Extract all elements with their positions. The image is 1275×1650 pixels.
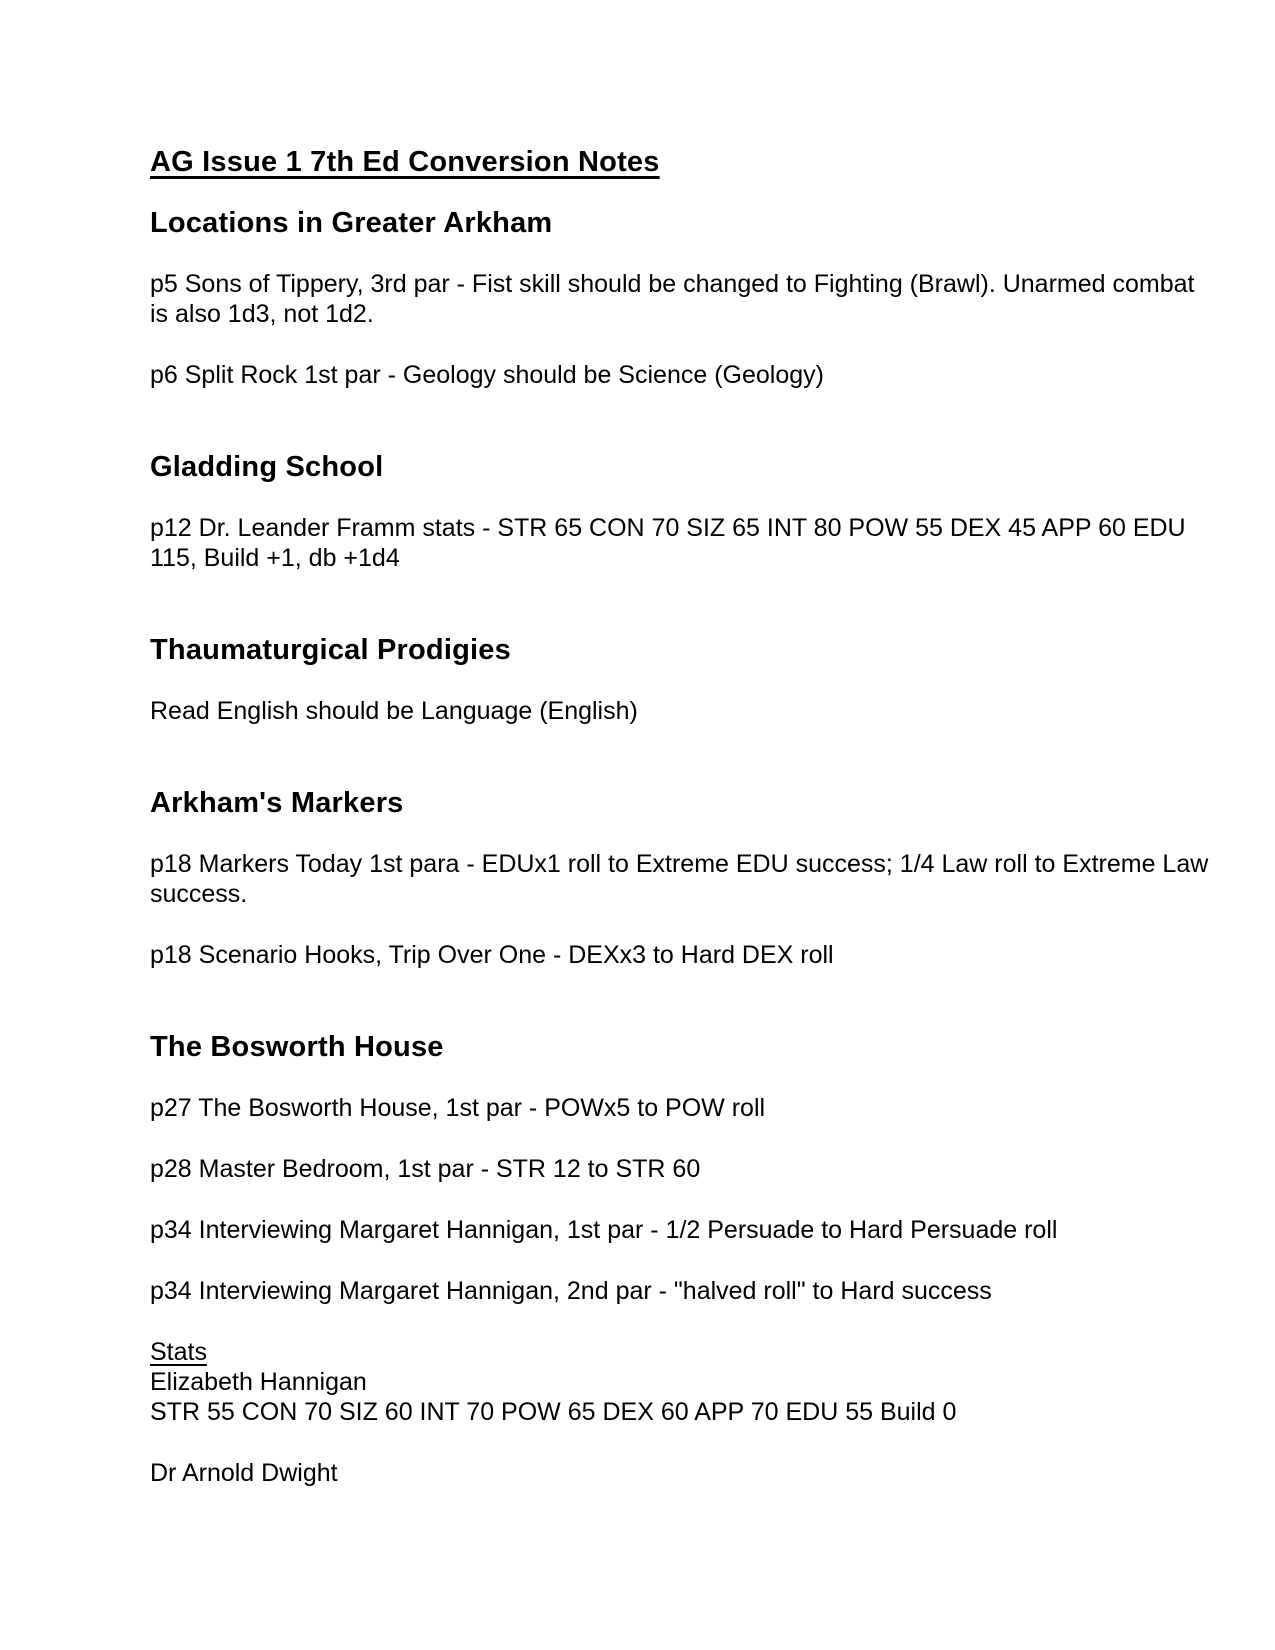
text-line: p34 Interviewing Margaret Hannigan, 2nd par - "halved roll" to Hard success (150, 1277, 992, 1305)
section-heading (150, 1032, 444, 1062)
paragraph (150, 849, 1209, 909)
paragraph (150, 1093, 765, 1123)
paragraph (150, 1154, 700, 1184)
text-line: Arkham's Markers (150, 787, 404, 819)
text-line: AG Issue 1 7th Ed Conversion Notes (150, 146, 660, 178)
section-heading (150, 635, 511, 665)
paragraph (150, 696, 638, 726)
paragraph (150, 940, 834, 970)
document-content (150, 146, 1209, 1519)
section-heading (150, 788, 404, 818)
paragraph (150, 1337, 956, 1427)
paragraph (150, 513, 1186, 573)
paragraph (150, 269, 1195, 329)
text-line: success. (150, 880, 248, 908)
text-line: 115, Build +1, db +1d4 (150, 544, 400, 572)
text-line: p34 Interviewing Margaret Hannigan, 1st par - 1/2 Persuade to Hard Persuade roll (150, 1216, 1058, 1244)
text-line: p28 Master Bedroom, 1st par - STR 12 to STR 60 (150, 1155, 701, 1183)
paragraph (150, 1458, 338, 1488)
doc-title (150, 147, 660, 177)
text-line: p6 Split Rock 1st par - Geology should be Science (Geology) (150, 361, 824, 389)
paragraph (150, 1276, 992, 1306)
text-line: p12 Dr. Leander Framm stats - STR 65 CON 70 SIZ 65 INT 80 POW 55 DEX 45 APP 60 EDU (150, 514, 1186, 542)
text-line: STR 55 CON 70 SIZ 60 INT 70 POW 65 DEX 60 APP 70 EDU 55 Build 0 (150, 1398, 957, 1426)
paragraph (150, 360, 824, 390)
paragraph (150, 1215, 1057, 1245)
text-line: p18 Markers Today 1st para - EDUx1 roll to Extreme EDU success; 1/4 Law roll to Extreme Law (150, 850, 1209, 878)
text-line: p18 Scenario Hooks, Trip Over One - DEXx3 to Hard DEX roll (150, 941, 834, 969)
text-line: Stats (150, 1338, 207, 1366)
text-line: The Bosworth House (150, 1031, 444, 1063)
text-line: is also 1d3, not 1d2. (150, 300, 374, 328)
text-line: p5 Sons of Tippery, 3rd par - Fist skill should be changed to Fighting (Brawl). Unarmed combat (150, 270, 1195, 298)
text-line: Thaumaturgical Prodigies (150, 634, 511, 666)
text-line: Dr Arnold Dwight (150, 1459, 338, 1487)
text-line: Read English should be Language (English) (150, 697, 638, 725)
text-line: Locations in Greater Arkham (150, 207, 553, 239)
text-line: p27 The Bosworth House, 1st par - POWx5 to POW roll (150, 1094, 766, 1122)
section-heading (150, 208, 552, 238)
text-line: Elizabeth Hannigan (150, 1368, 367, 1396)
section-heading (150, 452, 383, 482)
text-line: Gladding School (150, 451, 384, 483)
